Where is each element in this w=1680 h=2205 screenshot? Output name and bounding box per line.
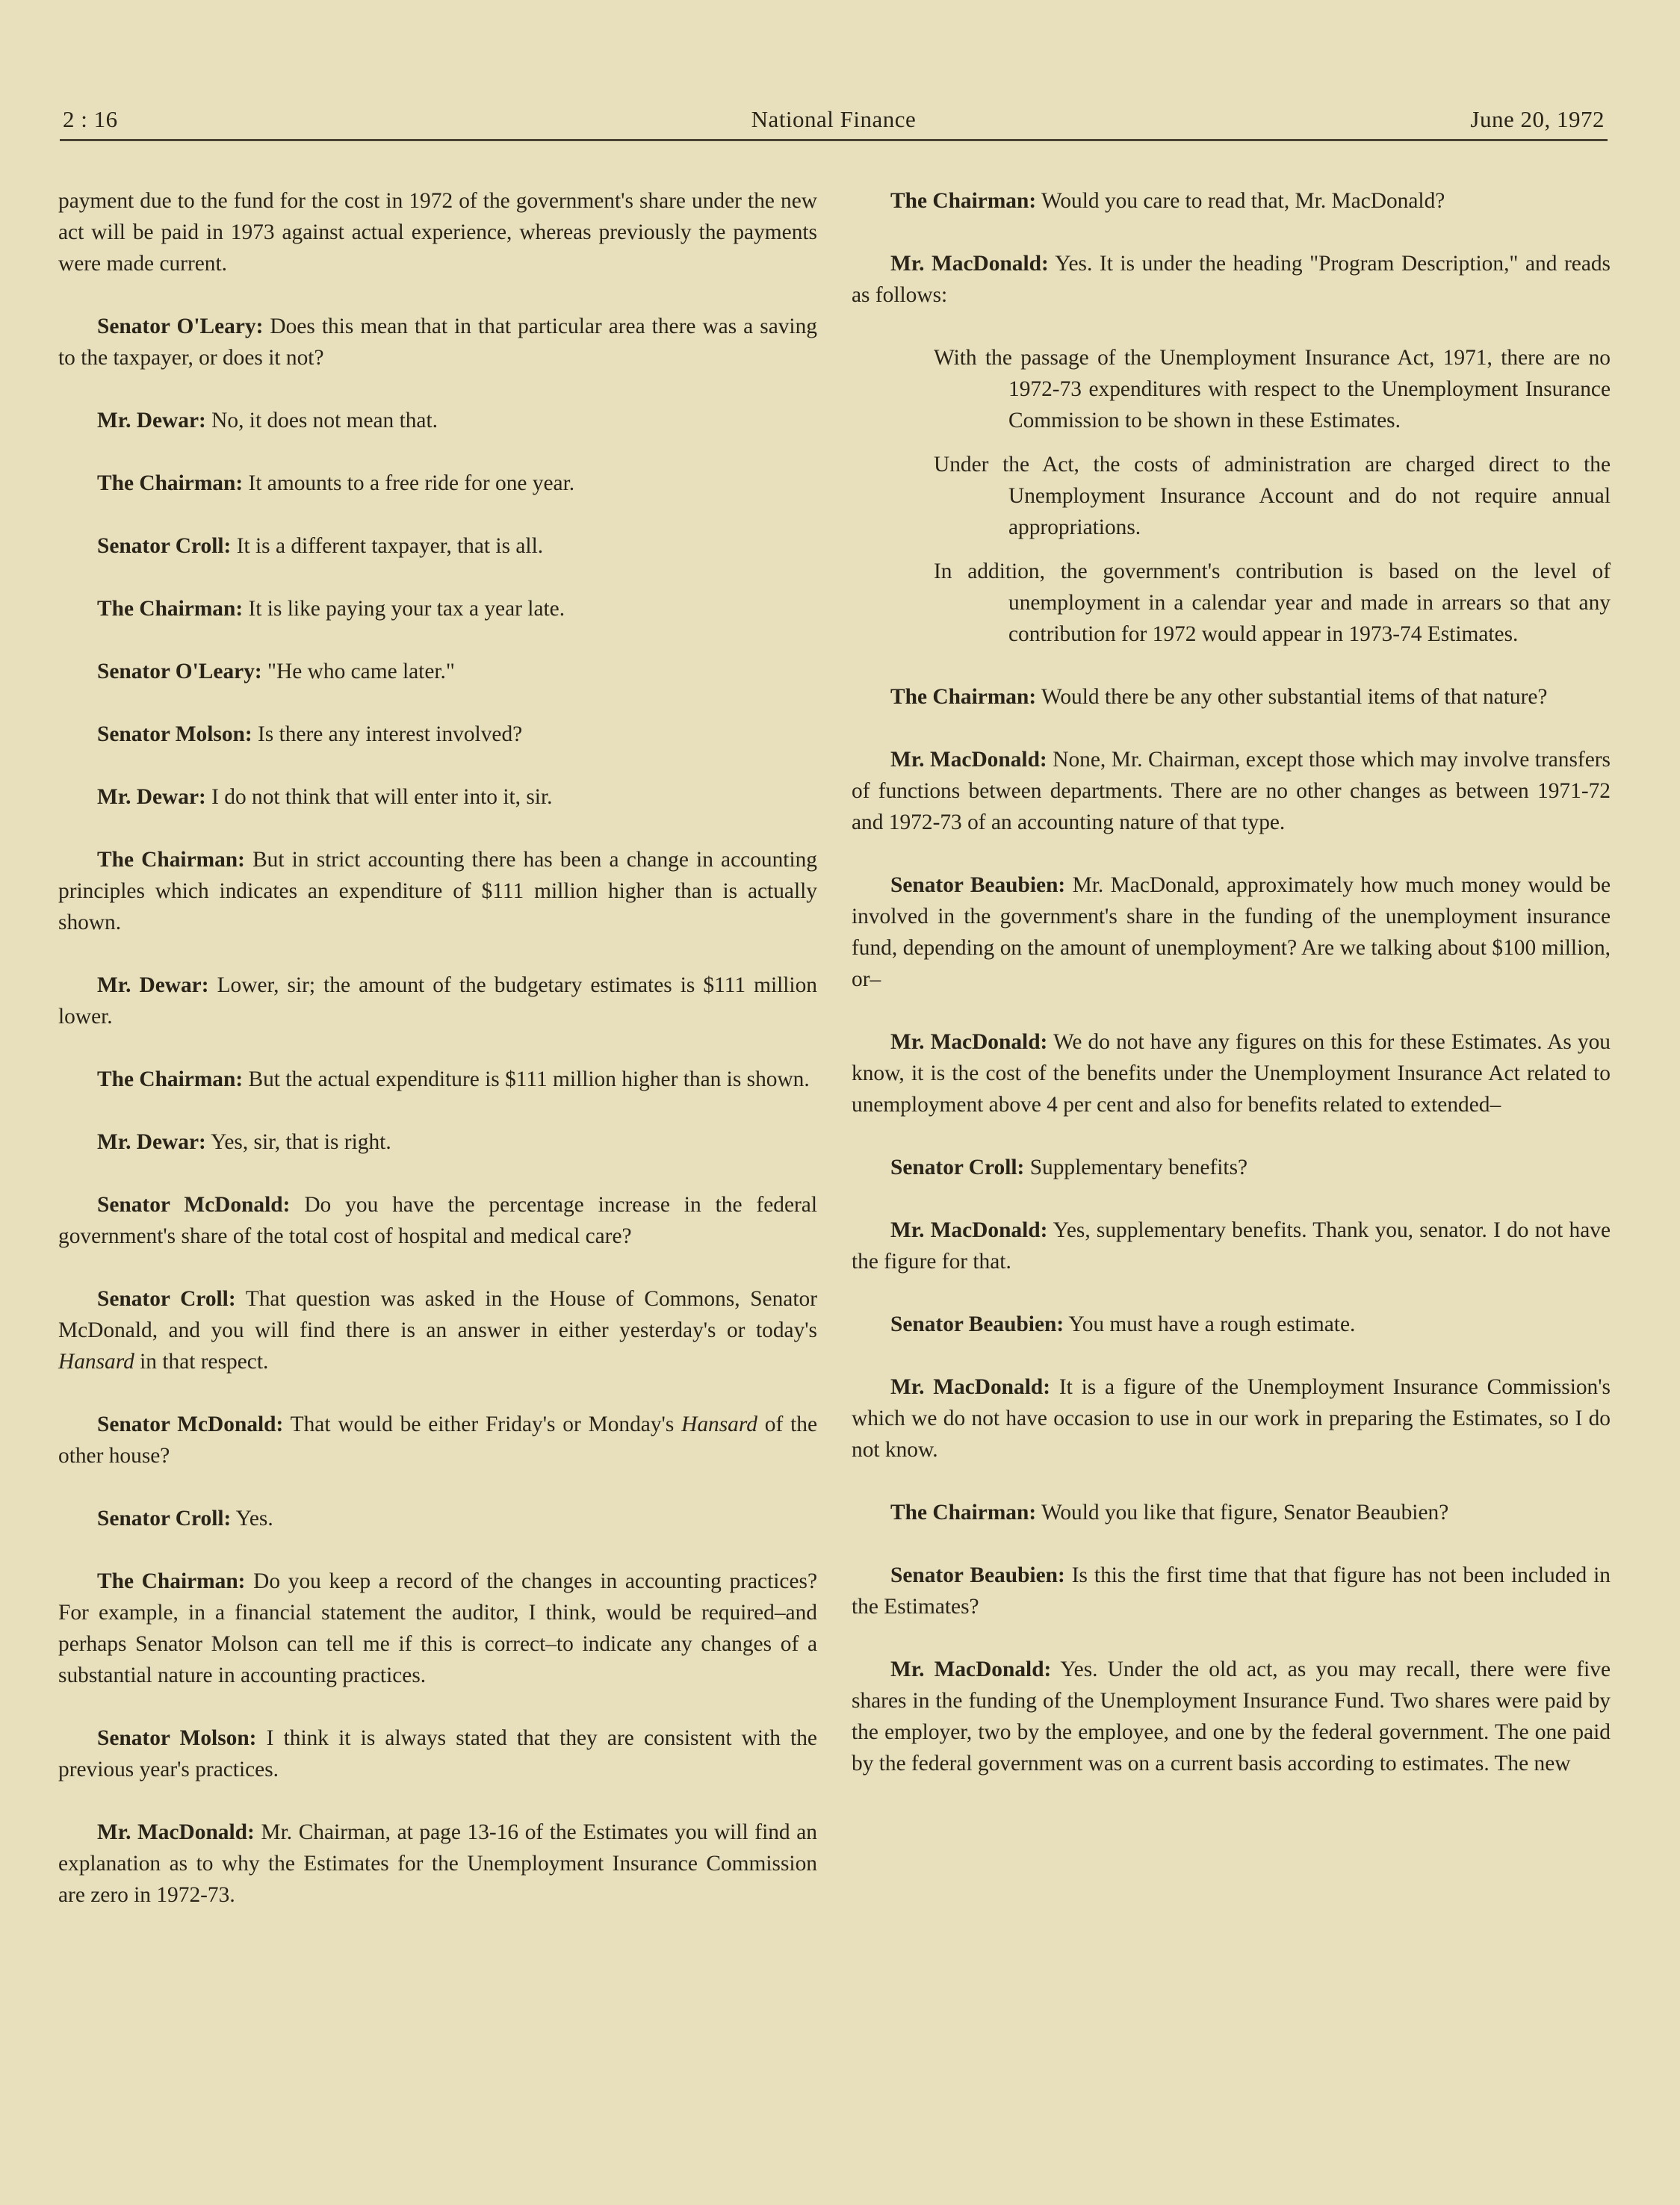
- speech-text: Do you have the percentage increase in the federal government's share of the total cost of hospital and medical care?: [58, 1193, 817, 1248]
- speech-text: Under the Act, the costs of administration are charged direct to the Unemployment Insurance Account and do not require annual appropriations.: [934, 453, 1611, 539]
- speech-paragraph: [58, 311, 817, 373]
- speaker-name: Mr. MacDonald:: [890, 1218, 1048, 1242]
- speech-text: That question was asked in the House of Commons, Senator McDonald, and you will find there is an answer in either yesterday's or today's: [58, 1287, 817, 1342]
- speaker-name: The Chairman:: [97, 471, 244, 495]
- speaker-name: Senator McDonald:: [97, 1193, 291, 1217]
- speaker-name: Senator Croll:: [97, 534, 232, 558]
- speaker-name: The Chairman:: [890, 685, 1037, 709]
- speaker-name: Senator O'Leary:: [97, 314, 264, 338]
- speech-paragraph: [58, 1503, 817, 1534]
- quoted-paragraph: [934, 556, 1611, 650]
- speech-paragraph: [58, 844, 817, 938]
- speech-text: Yes. It is under the heading "Program Description," and reads as follows:: [852, 252, 1611, 307]
- speech-text: Is there any interest involved?: [252, 722, 523, 746]
- speaker-name: Senator Beaubien:: [890, 1312, 1064, 1336]
- speaker-name: Senator Croll:: [97, 1287, 236, 1311]
- speech-text-after: of the other house?: [58, 1412, 817, 1468]
- speech-paragraph: [852, 185, 1611, 217]
- speech-text: In addition, the government's contribution is based on the level of unemployment in a calendar year and made in arrears so that any contribution for 1972 would appear in 1973-74 Estimates.: [934, 559, 1611, 646]
- speech-text: Yes.: [231, 1507, 273, 1531]
- speech-text: Does this mean that in that particular area there was a saving to the taxpayer, or does it not?: [58, 314, 817, 370]
- speech-text: But in strict accounting there has been a change in accounting principles which indicates an expenditure of $111 million higher than is actually shown.: [58, 848, 817, 934]
- speech-text: Supplementary benefits?: [1024, 1156, 1248, 1179]
- speech-paragraph: [58, 593, 817, 624]
- speaker-name: The Chairman:: [97, 1067, 244, 1091]
- speech-paragraph: [852, 1497, 1611, 1528]
- speech-text: It is like paying your tax a year late.: [243, 597, 565, 621]
- speaker-name: Mr. MacDonald:: [890, 1375, 1050, 1399]
- speaker-name: Senator Beaubien:: [890, 1563, 1065, 1587]
- quoted-paragraph: [934, 449, 1611, 543]
- speaker-name: Senator Beaubien:: [890, 873, 1066, 897]
- speaker-name: Senator McDonald:: [97, 1412, 284, 1436]
- speaker-name: Senator Molson:: [97, 1726, 257, 1750]
- speech-text: Yes. Under the old act, as you may recall, there were five shares in the funding of the Unemployment Insurance Fund. Two shares were paid by the employer, two by the employee, and one by the federal government. The one paid by the federal government was on a current basis according to estimates. The new: [852, 1657, 1611, 1776]
- speech-text: Would you like that figure, Senator Beaubien?: [1036, 1501, 1449, 1525]
- speech-text: It amounts to a free ride for one year.: [243, 471, 575, 495]
- italic-citation: Hansard: [681, 1412, 757, 1436]
- speech-text: Mr. Chairman, at page 13-16 of the Estimates you will find an explanation as to why the Estimates for the Unemployment Insurance Commission are zero in 1972-73.: [58, 1820, 817, 1907]
- speaker-name: Mr. MacDonald:: [890, 1030, 1048, 1054]
- speech-paragraph: [58, 1409, 817, 1471]
- quoted-paragraph: [934, 342, 1611, 436]
- speech-text: Lower, sir; the amount of the budgetary estimates is $111 million lower.: [58, 973, 817, 1029]
- speech-paragraph: [852, 744, 1611, 838]
- page-date: June 20, 1972: [1470, 106, 1605, 132]
- speech-text: With the passage of the Unemployment Insurance Act, 1971, there are no 1972-73 expenditures with respect to the Unemployment Insurance Commission to be shown in these Estimates.: [934, 346, 1611, 432]
- speech-text: Would you care to read that, Mr. MacDonald?: [1036, 189, 1445, 213]
- speech-text: We do not have any figures on this for these Estimates. As you know, it is the cost of the benefits under the Unemployment Insurance Act related to unemployment above 4 per cent and also for benefits related to extended–: [852, 1030, 1611, 1117]
- speaker-name: Mr. MacDonald:: [890, 1657, 1052, 1681]
- right-column: [852, 185, 1611, 1811]
- speaker-name: The Chairman:: [97, 597, 244, 621]
- committee-title: National Finance: [751, 106, 917, 132]
- speech-paragraph: [852, 1152, 1611, 1183]
- speech-text: Yes, supplementary benefits. Thank you, senator. I do not have the figure for that.: [852, 1218, 1611, 1274]
- speaker-name: The Chairman:: [890, 1501, 1037, 1525]
- speech-text: But the actual expenditure is $111 million higher than is shown.: [243, 1067, 810, 1091]
- speech-paragraph: [852, 1654, 1611, 1779]
- speech-text: Yes, sir, that is right.: [205, 1130, 391, 1154]
- speech-text: It is a figure of the Unemployment Insurance Commission's which we do not have occasion to use in our work in preparing the Estimates, so I do not know.: [852, 1375, 1611, 1462]
- speaker-name: Mr. MacDonald:: [97, 1820, 255, 1844]
- speech-text: payment due to the fund for the cost in 1972 of the government's share under the new act will be paid in 1973 against actual experience, whereas previously the payments were made current.: [58, 189, 817, 276]
- speech-text: Do you keep a record of the changes in accounting practices? For example, in a financial statement the auditor, I think, would be required–and perhaps Senator Molson can tell me if this is correct–to indicate any changes of a substantial nature in accounting practices.: [58, 1569, 817, 1687]
- speech-paragraph: [852, 869, 1611, 995]
- speech-text: "He who came later.": [261, 660, 455, 683]
- speech-paragraph: [852, 1371, 1611, 1466]
- speech-text: Is this the first time that that figure has not been included in the Estimates?: [852, 1563, 1611, 1619]
- speech-paragraph: [58, 719, 817, 750]
- speech-text: Mr. MacDonald, approximately how much money would be involved in the government's share in the funding of the unemployment insurance fund, depending on the amount of unemployment? Are we talking about $100 million, or–: [852, 873, 1611, 991]
- speech-paragraph: [58, 468, 817, 499]
- speech-paragraph: [58, 1817, 817, 1911]
- speech-text: That would be either Friday's or Monday's: [283, 1412, 682, 1436]
- speaker-name: Mr. Dewar:: [97, 973, 209, 997]
- speaker-name: The Chairman:: [890, 189, 1037, 213]
- speech-paragraph: [852, 681, 1611, 713]
- page-header: [60, 105, 1608, 141]
- speech-text: It is a different taxpayer, that is all.: [231, 534, 544, 558]
- speech-paragraph: [58, 1064, 817, 1095]
- speaker-name: Senator O'Leary:: [97, 660, 262, 683]
- speech-paragraph: [58, 1126, 817, 1158]
- continued-paragraph: [58, 185, 817, 279]
- speech-paragraph: [852, 248, 1611, 311]
- speech-text: I think it is always stated that they are consistent with the previous year's practices.: [58, 1726, 817, 1781]
- speech-text: No, it does not mean that.: [205, 409, 438, 432]
- speaker-name: Mr. MacDonald:: [890, 252, 1049, 276]
- left-column: [58, 185, 817, 1942]
- speech-paragraph: [58, 970, 817, 1032]
- speech-paragraph: [58, 1189, 817, 1252]
- speaker-name: Senator Croll:: [97, 1507, 232, 1531]
- speaker-name: The Chairman:: [97, 1569, 246, 1593]
- italic-citation: Hansard: [58, 1350, 134, 1374]
- speech-text: None, Mr. Chairman, except those which may involve transfers of functions between departments. There are no other changes as between 1971-72 and 1972-73 of an accounting nature of that type.: [852, 748, 1611, 834]
- speech-text: I do not think that will enter into it, sir.: [205, 785, 553, 809]
- speaker-name: Mr. Dewar:: [97, 1130, 206, 1154]
- speech-paragraph: [58, 1722, 817, 1785]
- speech-text: You must have a rough estimate.: [1064, 1312, 1356, 1336]
- speech-paragraph: [852, 1026, 1611, 1120]
- speech-paragraph: [58, 1283, 817, 1377]
- speaker-name: Mr. Dewar:: [97, 409, 206, 432]
- speech-paragraph: [58, 405, 817, 436]
- speech-paragraph: [852, 1309, 1611, 1340]
- speech-text-after: in that respect.: [134, 1350, 269, 1374]
- speech-paragraph: [58, 781, 817, 813]
- speaker-name: Senator Molson:: [97, 722, 252, 746]
- speech-paragraph: [58, 1566, 817, 1691]
- speech-paragraph: [852, 1215, 1611, 1277]
- speaker-name: Mr. MacDonald:: [890, 748, 1047, 772]
- speech-text: Would there be any other substantial items of that nature?: [1036, 685, 1548, 709]
- speech-paragraph: [852, 1560, 1611, 1622]
- page-number: 2 : 16: [63, 106, 118, 132]
- speaker-name: The Chairman:: [97, 848, 245, 872]
- speaker-name: Mr. Dewar:: [97, 785, 206, 809]
- speaker-name: Senator Croll:: [890, 1156, 1025, 1179]
- speech-paragraph: [58, 530, 817, 562]
- speech-paragraph: [58, 656, 817, 687]
